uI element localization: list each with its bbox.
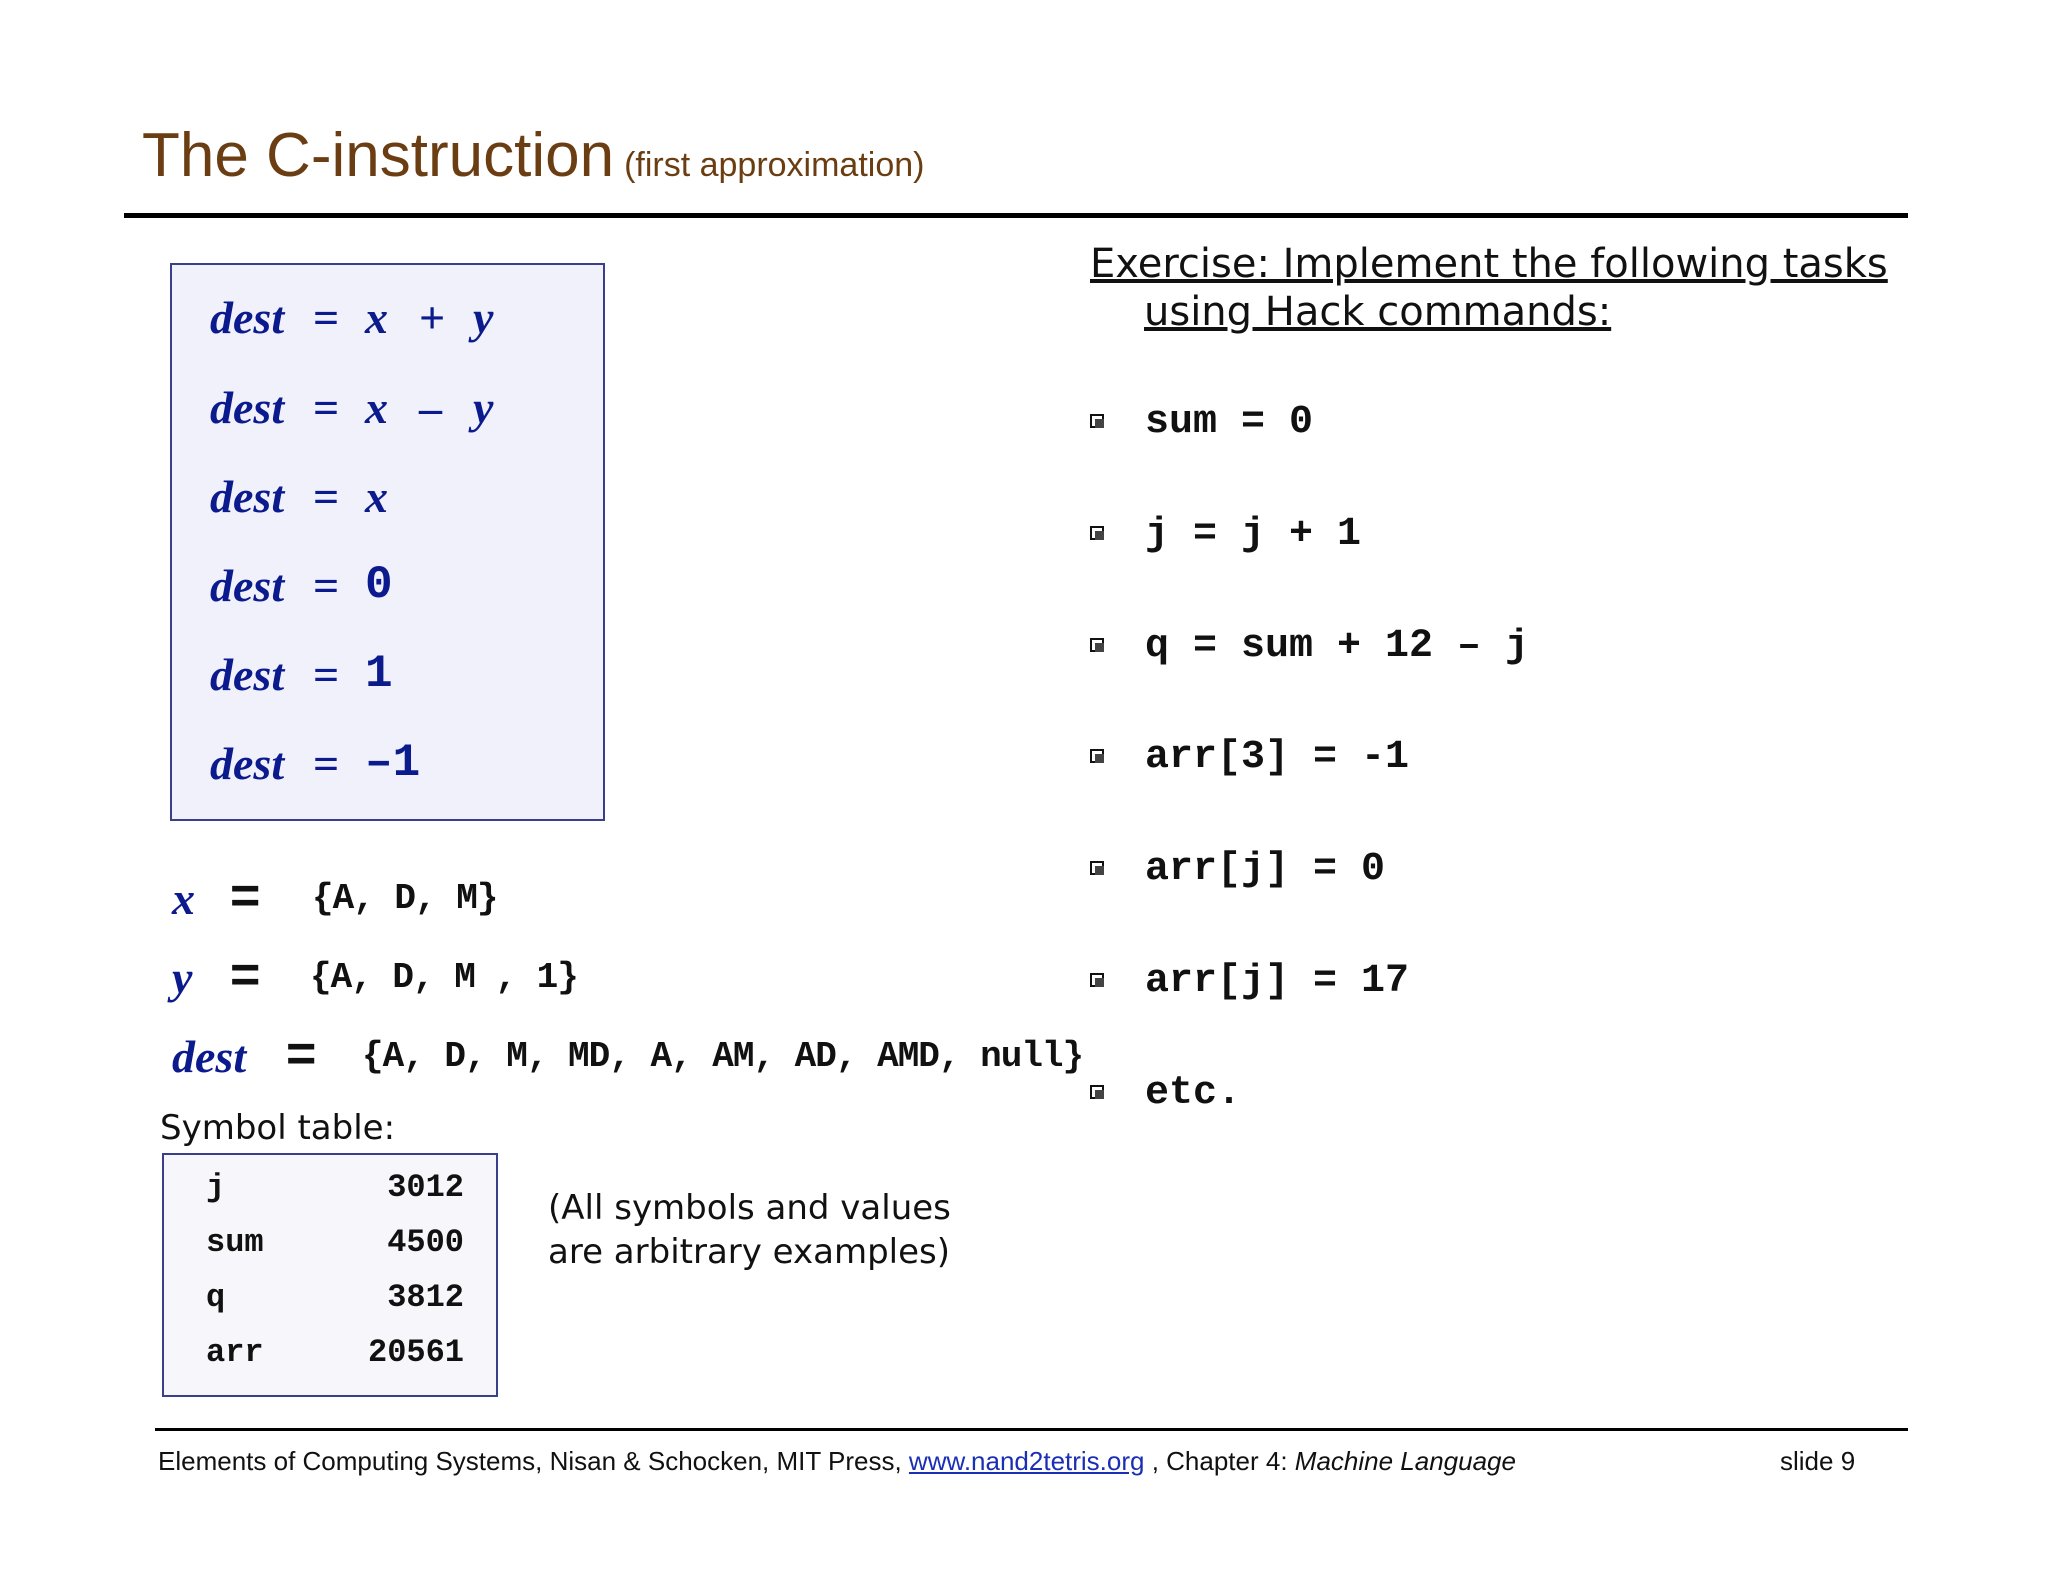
- footer-text: Elements of Computing Systems, Nisan & Schocken, MIT Press,: [158, 1446, 909, 1476]
- symbol-name: q: [206, 1279, 226, 1316]
- formula-constant: 1: [365, 648, 393, 700]
- symbol-value: 3012: [387, 1169, 464, 1206]
- square-bullet-icon: [1090, 526, 1104, 540]
- formula-equals: =: [313, 560, 340, 611]
- task-code: q = sum + 12 – j: [1145, 624, 1530, 669]
- formula-equals: =: [313, 292, 340, 343]
- task-code: etc.: [1145, 1071, 1242, 1116]
- formula-box: [170, 263, 605, 821]
- formula-equals: =: [313, 738, 340, 789]
- exercise-heading: [1090, 240, 1910, 336]
- set-equals: =: [230, 946, 261, 1004]
- formula-operator: +: [419, 292, 446, 343]
- symbol-value: 3812: [387, 1279, 464, 1316]
- formula-operand: x: [365, 292, 388, 343]
- formula-dest: dest: [210, 649, 285, 700]
- set-variable: x: [172, 873, 195, 924]
- symbol-value: 4500: [387, 1224, 464, 1261]
- square-bullet-icon: [1090, 414, 1104, 428]
- slide-title: [142, 120, 924, 191]
- symbol-row: [164, 1224, 496, 1274]
- square-bullet-icon: [1090, 638, 1104, 652]
- set-values: {A, D, M}: [312, 878, 498, 919]
- square-bullet-icon: [1090, 973, 1104, 987]
- symbol-row: [164, 1169, 496, 1219]
- set-variable: dest: [172, 1031, 247, 1082]
- formula-dest: dest: [210, 471, 285, 522]
- formula-equals: =: [313, 471, 340, 522]
- exercise-heading-line: Exercise: Implement the following tasks: [1090, 241, 1888, 287]
- set-values: {A, D, M, MD, A, AM, AD, AMD, null}: [362, 1036, 1084, 1077]
- symbol-table: [162, 1153, 498, 1397]
- footer-divider: [155, 1428, 1908, 1431]
- formula-operand: x: [365, 471, 388, 522]
- set-definition-dest: [172, 1025, 1084, 1090]
- title-subtitle: (first approximation): [624, 146, 925, 184]
- set-equals: =: [230, 867, 261, 925]
- task-code: sum = 0: [1145, 400, 1314, 445]
- set-equals: =: [286, 1025, 317, 1083]
- square-bullet-icon: [1090, 749, 1104, 763]
- title-divider: [124, 213, 1908, 218]
- symbol-name: sum: [206, 1224, 264, 1261]
- square-bullet-icon: [1090, 1085, 1104, 1099]
- note-line: (All symbols and values: [548, 1188, 951, 1228]
- set-values: {A, D, M , 1}: [310, 957, 578, 998]
- formula-operator: –: [419, 382, 442, 433]
- formula-constant: 0: [365, 559, 393, 611]
- footer-chapter: Machine Language: [1294, 1446, 1516, 1476]
- arbitrary-examples-note: [548, 1186, 988, 1274]
- task-code: arr[j] = 17: [1145, 959, 1410, 1004]
- symbol-name: j: [206, 1169, 226, 1206]
- exercise-heading-line: using Hack commands:: [1144, 289, 1612, 335]
- formula-operand: y: [473, 382, 494, 433]
- formula-dest: dest: [210, 560, 285, 611]
- set-definition-y: [172, 946, 1072, 1011]
- symbol-table-label: Symbol table:: [160, 1108, 396, 1148]
- task-code: arr[3] = -1: [1145, 735, 1410, 780]
- task-code: j = j + 1: [1145, 512, 1362, 557]
- formula-dest: dest: [210, 738, 285, 789]
- note-line: are arbitrary examples): [548, 1232, 951, 1272]
- title-main: The C-instruction: [142, 121, 615, 190]
- footer-citation: [158, 1446, 1516, 1477]
- set-definition-x: [172, 867, 1072, 932]
- formula-dest: dest: [210, 292, 285, 343]
- formula-operand: x: [365, 382, 388, 433]
- task-code: arr[j] = 0: [1145, 847, 1386, 892]
- formula-constant: –1: [365, 737, 421, 789]
- footer-text: , Chapter 4:: [1144, 1446, 1295, 1476]
- formula-dest: dest: [210, 382, 285, 433]
- symbol-row: [164, 1279, 496, 1329]
- symbol-value: 20561: [367, 1334, 464, 1371]
- set-variable: y: [172, 952, 193, 1003]
- symbol-name: arr: [206, 1334, 264, 1371]
- formula-operand: y: [473, 292, 494, 343]
- formula-equals: =: [313, 382, 340, 433]
- footer-link[interactable]: www.nand2tetris.org: [908, 1446, 1145, 1476]
- formula-equals: =: [313, 649, 340, 700]
- symbol-row: [164, 1334, 496, 1384]
- square-bullet-icon: [1090, 861, 1104, 875]
- slide-number: slide 9: [1780, 1446, 1856, 1476]
